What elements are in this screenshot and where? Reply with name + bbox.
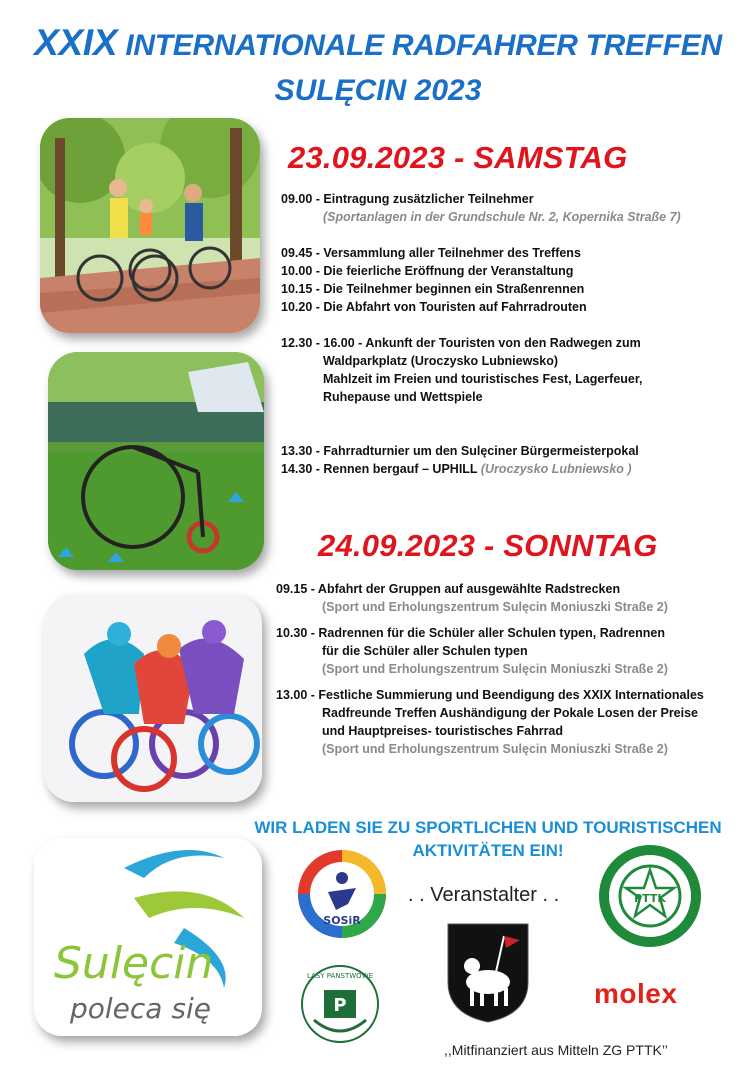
main-title (0, 22, 756, 64)
schedule-item: 09.15 - Abfahrt der Gruppen auf ausgewählte Radstrecken (276, 582, 621, 596)
svg-text:SOSiR: SOSiR (323, 914, 361, 927)
schedule-item: 13.00 - Festliche Summierung und Beendigung des XXIX Internationales (276, 688, 704, 702)
cycling-family-photo (40, 118, 260, 333)
schedule-item: 09.45 - Versammlung aller Teilnehmer des Treffens (281, 246, 581, 260)
day2-schedule (276, 580, 704, 758)
day2-heading: 24.09.2023 - SONNTAG (318, 528, 658, 563)
schedule-item-cont: Mahlzeit im Freien und touristisches Fest, Lagerfeuer, (323, 372, 643, 386)
day1-heading: 23.09.2023 - SAMSTAG (288, 140, 628, 175)
svg-text:LASY PAŃSTWOWE: LASY PAŃSTWOWE (306, 972, 374, 980)
schedule-location: (Uroczysko Lubniewsko ) (480, 462, 632, 476)
schedule-location: (Sport und Erholungszentrum Sulęcin Moniuszki Straße 2) (322, 662, 668, 676)
funding-credit: ,,Mitfinanziert aus Mitteln ZG PTTK’’ (444, 1042, 668, 1058)
sulecin-logo-subtext: poleca się (70, 992, 211, 1025)
schedule-item: 10.15 - Die Teilnehmer beginnen ein Straßenrennen (281, 282, 585, 296)
schedule-item: 12.30 - 16.00 - Ankunft der Touristen von den Radwegen zum (281, 336, 641, 350)
invitation-line2: AKTIVITÄTEN EIN! (412, 841, 564, 860)
schedule-item: 10.30 - Radrennen für die Schüler aller Schulen typen, Radrennen (276, 626, 665, 640)
title-roman: XXIX (34, 22, 118, 63)
town-crest (446, 922, 530, 1024)
pttk-logo (598, 842, 702, 950)
svg-text:P: P (333, 995, 347, 1016)
schedule-item-cont: Radfreunde Treffen Aushändigung der Pokale Losen der Preise (322, 706, 699, 720)
highwheel-bicycle-photo (48, 352, 264, 570)
organizer-label: . . Veranstalter . . (408, 884, 560, 906)
schedule-item-cont: Waldparkplatz (Uroczysko Lubniewsko) (323, 354, 558, 368)
lasy-panstwowe-logo (294, 962, 386, 1044)
schedule-location: (Sport und Erholungszentrum Sulęcin Moniuszki Straße 2) (322, 742, 668, 756)
schedule-item-cont: und Hauptpreises- touristisches Fahrrad (322, 724, 564, 738)
sosir-logo (296, 848, 388, 940)
sulecin-logo-text: Sulęcin (54, 938, 214, 989)
schedule-item-cont: Ruhepause und Wettspiele (323, 390, 483, 404)
cyclists-illustration (44, 594, 262, 802)
schedule-item: 13.30 - Fahrradturnier um den Sulęciner Bürgermeisterpokal (281, 444, 639, 458)
schedule-location: (Sport und Erholungszentrum Sulęcin Moniuszki Straße 2) (322, 600, 668, 614)
invitation-line1: WIR LADEN SIE ZU SPORTLICHEN UND TOURISTISCHEN (254, 818, 722, 837)
schedule-item: 10.00 - Die feierliche Eröffnung der Veranstaltung (281, 264, 574, 278)
title-line1: INTERNATIONALE RADFAHRER TREFFEN (125, 29, 722, 62)
molex-logo: molex (594, 978, 678, 1009)
svg-text:PTTK: PTTK (634, 892, 666, 905)
day1-schedule (281, 190, 681, 478)
title-line2: SULĘCIN 2023 (274, 74, 482, 107)
schedule-item: 10.20 - Die Abfahrt von Touristen auf Fahrradrouten (281, 300, 587, 314)
schedule-item-cont: für die Schüler aller Schulen typen (322, 644, 528, 658)
schedule-item: 09.00 - Eintragung zusätzlicher Teilnehmer (281, 192, 534, 206)
schedule-location: (Sportanlagen in der Grundschule Nr. 2, Kopernika Straße 7) (323, 210, 681, 224)
schedule-item: 14.30 - Rennen bergauf – UPHILL (281, 462, 478, 476)
sulecin-swoosh-logo (34, 838, 262, 1036)
